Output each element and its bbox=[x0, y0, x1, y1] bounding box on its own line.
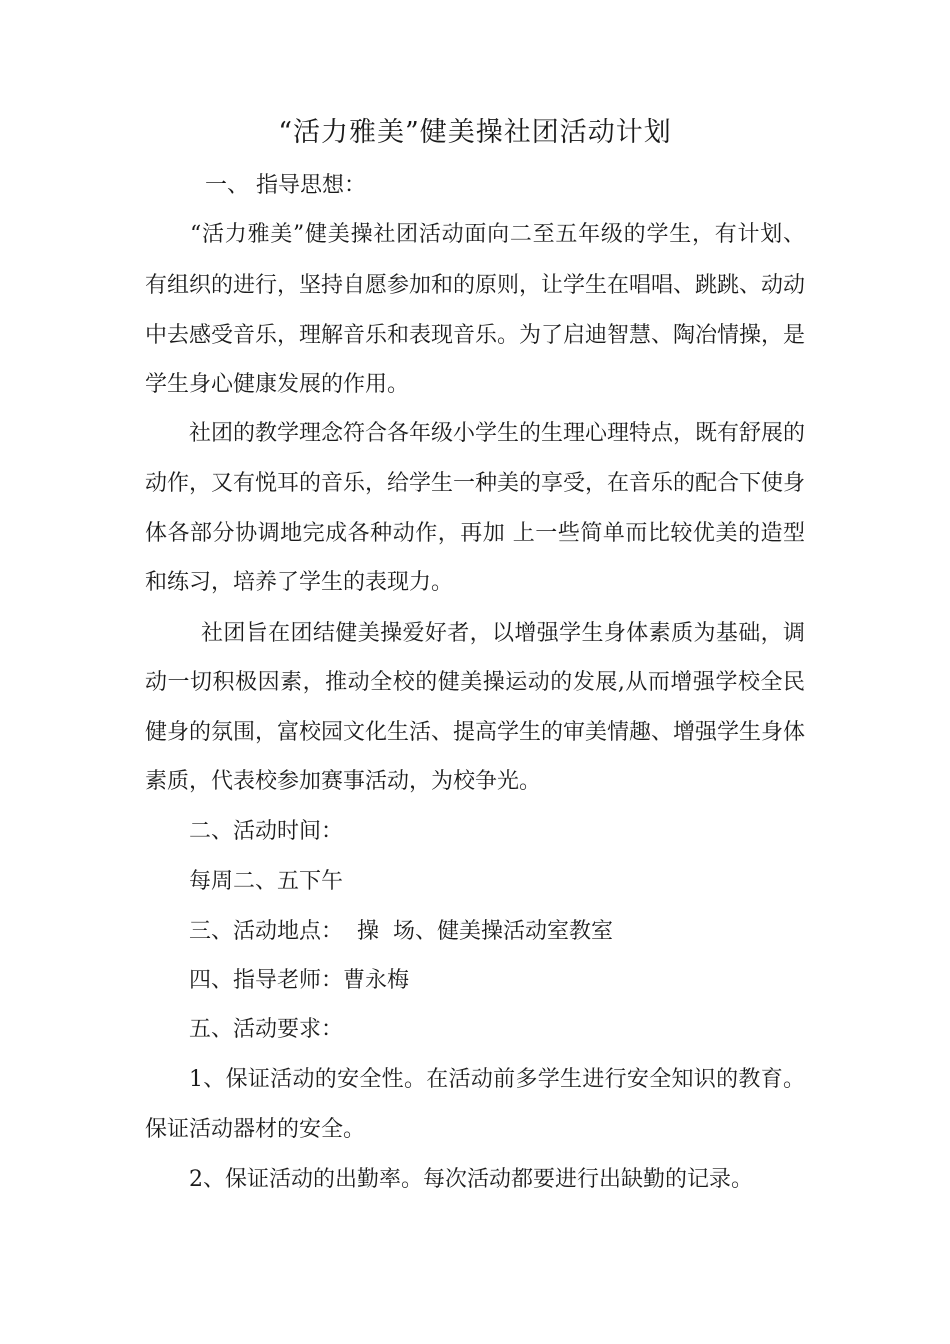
para1-line2: 有组织的进行，坚持自愿参加和的原则，让学生在唱唱、跳跳、动动 bbox=[145, 273, 806, 298]
para2-line1: 社团的教学理念符合各年级小学生的生理心理特点，既有舒展的 bbox=[189, 421, 806, 446]
para3-line4: 素质，代表校参加赛事活动，为校争光。 bbox=[145, 769, 542, 794]
instructor-line: 四、指导老师：曹永梅 bbox=[189, 968, 410, 993]
para3-line1: 社团旨在团结健美操爱好者，以增强学生身体素质为基础，调 bbox=[201, 621, 805, 646]
para2-line2: 动作，又有悦耳的音乐，给学生一种美的享受，在音乐的配合下使身 bbox=[145, 471, 806, 496]
requirement-2-line: 2、保证活动的出勤率。每次活动都要进行出缺勤的记录。 bbox=[189, 1167, 753, 1192]
document-title: “活力雅美”健美操社团活动计划 bbox=[278, 117, 672, 148]
requirement-1-line1: 1、保证活动的安全性。在活动前多学生进行安全知识的教育。 bbox=[189, 1067, 805, 1092]
section-heading-activity-time: 二、活动时间： bbox=[189, 819, 344, 844]
para1-line4: 学生身心健康发展的作用。 bbox=[145, 372, 410, 397]
activity-location-line: 三、活动地点： 操 场、健美操活动室教室 bbox=[189, 919, 613, 944]
para2-line3: 体各部分协调地完成各种动作，再加 上一些简单而比较优美的造型 bbox=[145, 521, 805, 546]
para3-line3: 健身的氛围，富校园文化生活、提高学生的审美情趣、增强学生身体 bbox=[145, 720, 806, 745]
para1-line3: 中去感受音乐，理解音乐和表现音乐。为了启迪智慧、陶冶情操，是 bbox=[145, 323, 806, 348]
para1-line1: “活力雅美”健美操社团活动面向二至五年级的学生，有计划、 bbox=[190, 222, 805, 247]
para2-line4: 和练习，培养了学生的表现力。 bbox=[145, 570, 454, 595]
para3-line2: 动一切积极因素，推动全校的健美操运动的发展,从而增强学校全民 bbox=[145, 670, 805, 695]
requirement-1-line2: 保证活动器材的安全。 bbox=[145, 1117, 366, 1142]
activity-time-value: 每周二、五下午 bbox=[189, 869, 344, 894]
section-heading-requirements: 五、活动要求： bbox=[189, 1017, 344, 1042]
section-heading-guiding-idea: 一、 指导思想： bbox=[205, 173, 366, 198]
